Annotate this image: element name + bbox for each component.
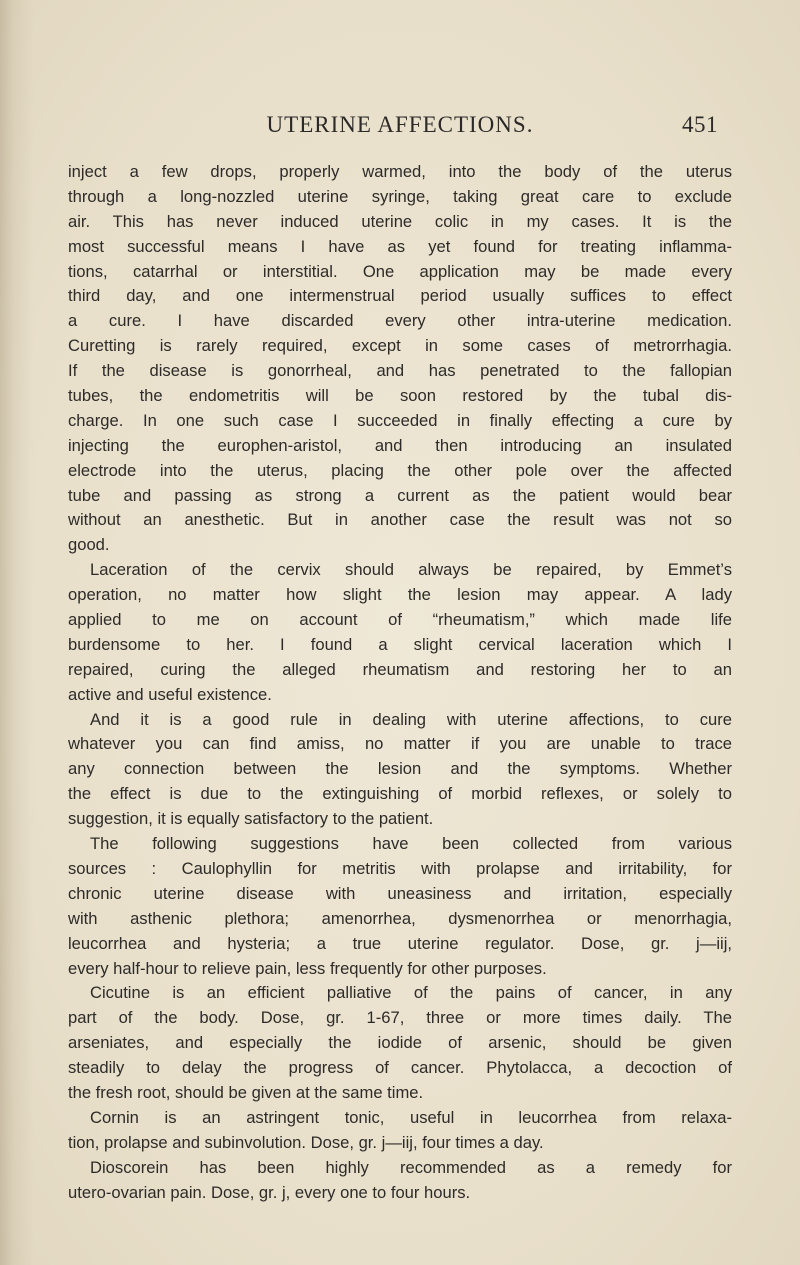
text-line: Cornin is an astringent tonic, useful in leucorrhea from relaxa- xyxy=(90,1107,732,1127)
text-line: tions, catarrhal or interstitial. One application may be made every xyxy=(68,261,732,281)
text-line: Curetting is rarely required, except in some cases of metrorrhagia. xyxy=(68,336,732,356)
text-line: inject a few drops, properly warmed, into the body of the uterus xyxy=(68,162,732,181)
text-line: electrode into the uterus, placing the other pole over the affected xyxy=(68,460,732,480)
running-head: UTERINE AFFECTIONS. xyxy=(266,112,534,137)
text-line: arseniates, and especially the iodide of arsenic, should be given xyxy=(68,1033,732,1053)
text-line: whatever you can find amiss, no matter if you are unable to trace xyxy=(68,734,732,754)
text-line: good. xyxy=(68,535,110,555)
text-line: tubes, the endometritis will be soon restored by the tubal dis- xyxy=(68,386,732,406)
text-line: through a long-nozzled uterine syringe, taking great care to exclude xyxy=(68,186,732,206)
text-line: Laceration of the cervix should always be repaired, by Emmet’s xyxy=(90,560,732,580)
text-line: every half-hour to relieve pain, less frequently for other purposes. xyxy=(68,958,547,978)
text-line: a cure. I have discarded every other intra-uterine medication. xyxy=(68,311,732,331)
text-line: And it is a good rule in dealing with uterine affections, to cure xyxy=(90,709,732,729)
text-line: tion, prolapse and subinvolution. Dose, gr. j—iij, four times a day. xyxy=(68,1132,544,1152)
text-line: any connection between the lesion and the symptoms. Whether xyxy=(68,759,732,779)
text-line: applied to me on account of “rheumatism,” which made life xyxy=(68,610,732,630)
text-line: part of the body. Dose, gr. 1-67, three or more times daily. The xyxy=(68,1008,732,1028)
text-line: most successful means I have as yet found for treating inflamma- xyxy=(68,236,732,256)
text-line: air. This has never induced uterine colic in my cases. It is the xyxy=(68,211,732,231)
text-line: tube and passing as strong a current as the patient would bear xyxy=(68,485,732,505)
text-line: Cicutine is an efficient palliative of the pains of cancer, in any xyxy=(90,983,732,1003)
text-line: Dioscorein has been highly recommended as a remedy for xyxy=(90,1157,732,1177)
text-line: If the disease is gonorrheal, and has penetrated to the fallopian xyxy=(68,361,732,381)
text-line: The following suggestions have been collected from various xyxy=(90,834,732,854)
text-line: the fresh root, should be given at the same time. xyxy=(68,1082,424,1102)
text-line: repaired, curing the alleged rheumatism and restoring her to an xyxy=(68,659,732,679)
text-line: operation, no matter how slight the lesion may appear. A lady xyxy=(68,585,732,605)
text-line: the effect is due to the extinguishing of morbid reflexes, or solely to xyxy=(68,784,732,804)
text-line: utero-ovarian pain. Dose, gr. j, every one to four hours. xyxy=(68,1182,471,1202)
text-line: steadily to delay the progress of cancer. Phytolacca, a decoction of xyxy=(68,1058,732,1078)
text-line: without an anesthetic. But in another case the result was not so xyxy=(68,510,732,530)
body-text xyxy=(68,160,732,1205)
text-line: chronic uterine disease with uneasiness and irritation, especially xyxy=(68,883,732,903)
text-line: with asthenic plethora; amenorrhea, dysmenorrhea or menorrhagia, xyxy=(68,908,732,928)
text-line: sources : Caulophyllin for metritis with prolapse and irritability, for xyxy=(68,858,732,878)
text-line: active and useful existence. xyxy=(68,684,272,704)
page-header xyxy=(0,112,800,148)
text-line: burdensome to her. I found a slight cervical laceration which I xyxy=(68,634,732,654)
text-line: suggestion, it is equally satisfactory to the patient. xyxy=(68,809,434,829)
text-line: third day, and one intermenstrual period usually suffices to effect xyxy=(68,286,732,306)
text-line: leucorrhea and hysteria; a true uterine regulator. Dose, gr. j—iij, xyxy=(68,933,732,953)
text-line: injecting the europhen-aristol, and then introducing an insulated xyxy=(68,435,732,455)
text-line: charge. In one such case I succeeded in finally effecting a cure by xyxy=(68,410,732,430)
page-number: 451 xyxy=(682,112,718,137)
